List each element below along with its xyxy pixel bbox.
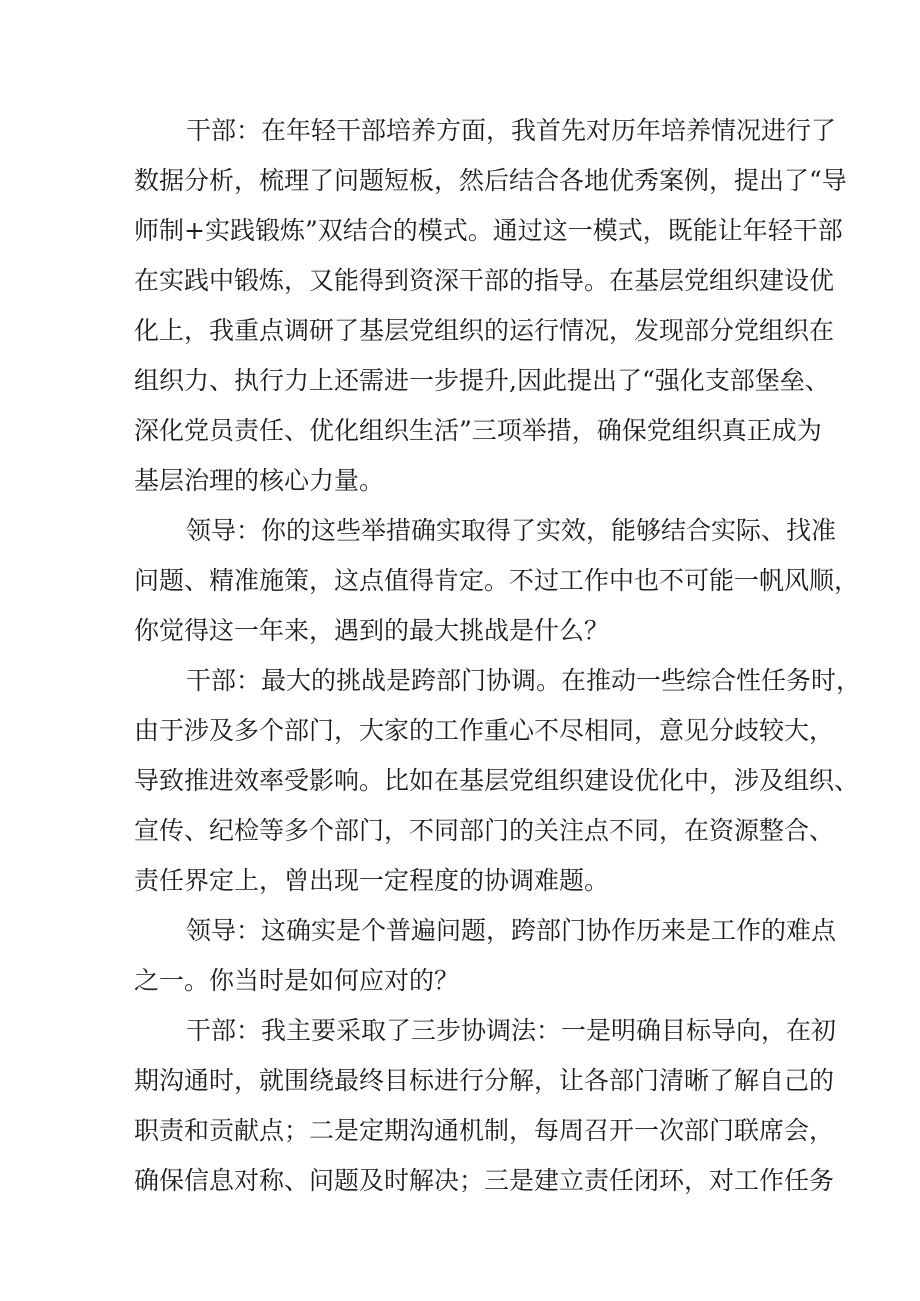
text-line: 化上，我重点调研了基层党组织的运行情况，发现部分党组织在	[134, 316, 835, 345]
paragraph-leader-1	[134, 506, 860, 656]
text-line: 宣传、纪检等多个部门，不同部门的关注点不同，在资源整合、	[134, 816, 835, 845]
text-line: 组织力、执行力上还需进一步提升,因此提出了“强化支部堡垒、	[134, 366, 830, 395]
text-line: 由于涉及多个部门，大家的工作重心不尽相同，意见分歧较大，	[134, 716, 835, 745]
text-line: 干部：我主要采取了三步协调法：一是明确目标导向，在初	[186, 1016, 837, 1045]
text-line: 干部：最大的挑战是跨部门协调。在推动一些综合性任务时，	[186, 666, 862, 695]
paragraph-cadre-3	[134, 1006, 837, 1206]
text-line: 师制+实践锻炼”双结合的模式。通过这一模式，既能让年轻干部	[134, 216, 843, 245]
paragraph-leader-2	[134, 906, 837, 1006]
text-line: 基层治理的核心力量。	[134, 466, 385, 495]
text-line: 数据分析，梳理了问题短板，然后结合各地优秀案例，提出了“导	[134, 166, 847, 195]
text-line: 在实践中锻炼，又能得到资深干部的指导。在基层党组织建设优	[134, 266, 835, 295]
document-body	[134, 106, 862, 1206]
text-line: 领导：这确实是个普遍问题，跨部门协作历来是工作的难点	[186, 916, 837, 945]
text-line: 问题、精准施策，这点值得肯定。不过工作中也不可能一帆风顺，	[134, 566, 860, 595]
text-line: 干部：在年轻干部培养方面，我首先对历年培养情况进行了	[186, 116, 837, 145]
text-line: 领导：你的这些举措确实取得了实效，能够结合实际、找准	[186, 516, 837, 545]
text-line: 期沟通时，就围绕最终目标进行分解，让各部门清晰了解自己的	[134, 1066, 835, 1095]
text-line: 之一。你当时是如何应对的？	[134, 966, 460, 995]
text-line: 责任界定上，曾出现一定程度的协调难题。	[134, 866, 610, 895]
paragraph-cadre-1	[134, 106, 847, 506]
text-line: 职责和贡献点；二是定期沟通机制，每周召开一次部门联席会，	[134, 1116, 835, 1145]
text-line: 确保信息对称、问题及时解决；三是建立责任闭环，对工作任务	[134, 1166, 835, 1195]
text-line: 你觉得这一年来，遇到的最大挑战是什么？	[134, 616, 610, 645]
paragraph-cadre-2	[134, 656, 862, 906]
text-line: 深化党员责任、优化组织生活”三项举措，确保党组织真正成为	[134, 416, 822, 445]
text-line: 导致推进效率受影响。比如在基层党组织建设优化中，涉及组织、	[134, 766, 860, 795]
